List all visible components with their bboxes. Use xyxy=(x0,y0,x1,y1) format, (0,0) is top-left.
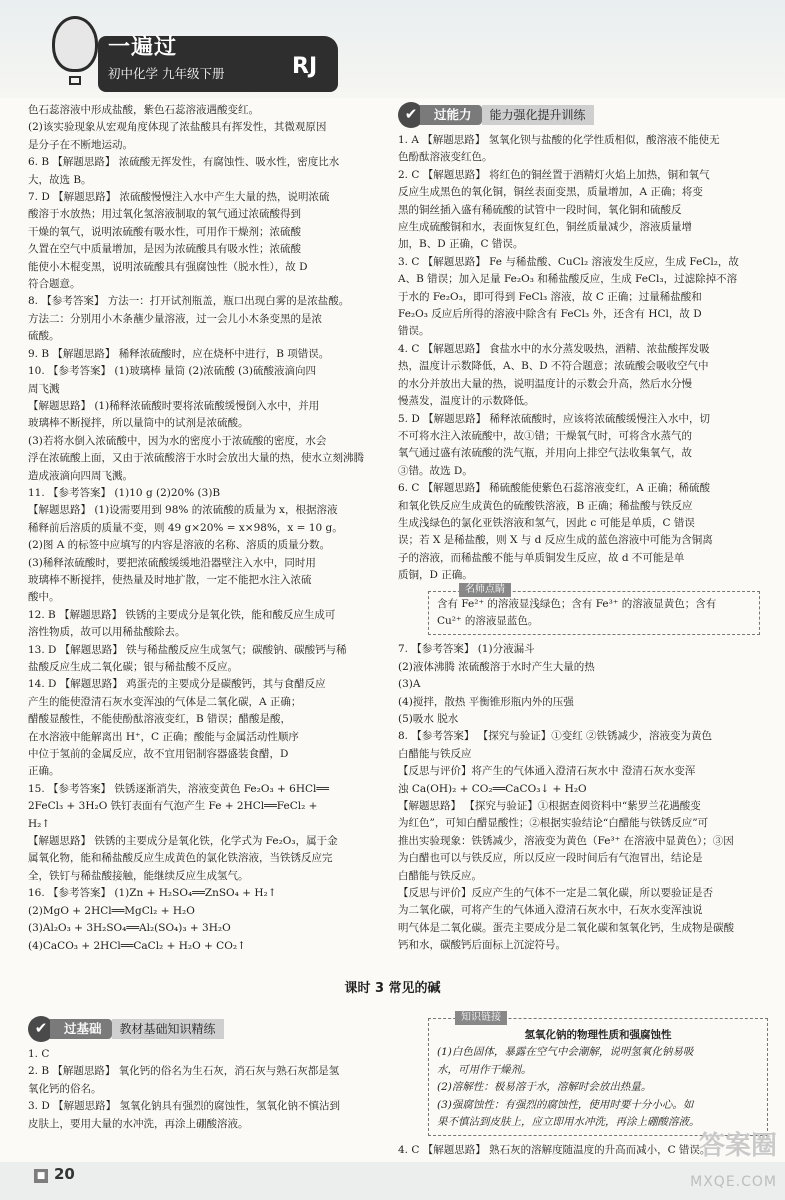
text-line: 盐酸反应生成二氧化碳；银与稀盐酸不反应。 xyxy=(28,661,238,673)
text-line: 醋酸显酸性，不能使酚酞溶液变红，B 错误；醋酸是酸， xyxy=(28,713,292,726)
text-line: (3)稀释浓硫酸时，要把浓硫酸缓缓地沿器壁注入水中，同时用 xyxy=(28,556,316,569)
text-line: 白醋能与铁反应。 xyxy=(398,869,482,882)
text-line: 和氧化铁反应生成黄色的硫酸铁溶液，B 正确；稀盐酸与铁反应 xyxy=(398,499,693,512)
knowledge-title: 氢氧化钠的物理性质和强腐蚀性 xyxy=(524,1029,672,1041)
text-line: 稀释前后溶质的质量不变，则 49 g×20% = x×98%，x = 10 g。 xyxy=(28,521,343,534)
text-line: 浮在浓硫酸上面，又由于浓硫酸溶于水时会放出大量的热，使水立刻沸腾 xyxy=(28,452,364,465)
text-line: 硫酸。 xyxy=(28,330,60,343)
text-line: 5. D 【解题思路】 稀释浓硫酸时，应该将浓硫酸缓慢注入水中，切 xyxy=(398,412,710,425)
text-line: 全，铁钉与稀盐酸接触，能继续反应生成氢气。 xyxy=(28,869,249,882)
knowledge-tag: 知识链接 xyxy=(455,1011,507,1025)
text-line: 于水的 Fe₂O₃，即可得到 FeCl₃ 溶液，故 C 正确；过量稀盐酸和 xyxy=(398,290,702,303)
text-line: 4. C 【解题思路】 熟石灰的溶解度随温度的升高而减小，C 错误。 xyxy=(398,1144,711,1157)
text-line: A、B 错误；加入足量 Fe₂O₃ 和稀盐酸反应，生成 FeCl₃，过滤除掉不溶 xyxy=(398,273,738,286)
text-line: (5)吸水 脱水 xyxy=(398,713,459,725)
text-line: 酸溶于水放热；用过氧化氢溶液制取的氧气通过浓硫酸得到 xyxy=(28,208,301,221)
text-line: 13. D 【解题思路】 铁与稀盐酸反应生成氢气；碳酸钠、碳酸钙与稀 xyxy=(28,643,347,656)
text-line: 酸中。 xyxy=(28,591,60,604)
checkmark-icon: ✔ xyxy=(28,1016,54,1042)
brand-edition: RJ xyxy=(292,54,318,79)
right-column xyxy=(398,102,768,955)
text-line: 【反思与评价】将产生的气体通入澄清石灰水中 澄清石灰水变浑 xyxy=(398,765,696,778)
text-line: 皮肤上，要用大量的水冲洗，再涂上硼酸溶液。 xyxy=(28,1117,249,1130)
brand-subtitle: 初中化学 九年级下册 xyxy=(108,66,225,81)
page-number: 20 xyxy=(54,1165,75,1183)
text-line: 产生的能使澄清石灰水变浑浊的气体是二氧化碳，A 正确； xyxy=(28,695,302,708)
page-marker-icon: ■ xyxy=(34,1169,48,1183)
text-line: 10. 【参考答案】 (1)玻璃棒 量筒 (2)浓硫酸 (3)硫酸液滴向四 xyxy=(28,365,317,378)
tip-line: Cu²⁺ 的溶液显蓝色。 xyxy=(437,614,539,627)
text-line: 中位于氢前的金属反应，故不宜用铝制容器盛装食醋，D xyxy=(28,748,289,761)
text-line: Fe₂O₃ 反应后所得的溶液中除含有 FeCl₃ 外，还含有 HCl，故 D xyxy=(398,308,702,321)
text-line: 6. B 【解题思路】 浓硫酸无挥发性，有腐蚀性、吸水性，密度比水 xyxy=(28,156,340,169)
text-line: 正确。 xyxy=(28,765,60,778)
text-line: (2)该实验现象从宏观角度体现了浓盐酸具有挥发性，其微观原因 xyxy=(28,121,327,134)
text-line: 【解题思路】 (1)设需要用到 98% 的浓硫酸的质量为 x，根据溶液 xyxy=(28,504,338,517)
text-line: 为红色”，可知白醋显酸性；②根据实验结论“白醋能与铁锈反应”可 xyxy=(398,817,709,830)
text-line: 错误。 xyxy=(398,325,430,338)
text-line: 热，温度计示数降低，A、B、D 不符合题意；浓硫酸会吸收空气中 xyxy=(398,360,709,373)
text-line: 玻璃棒不断搅拌，使热量及时地扩散，一定不能把水注入浓硫 xyxy=(28,573,312,586)
text-line: 加，B、D 正确，C 错误。 xyxy=(398,238,524,251)
text-line: 是分子在不断地运动。 xyxy=(28,138,133,151)
text-line: 15. 【参考答案】 铁锈逐渐消失，溶液变黄色 Fe₂O₃ + 6HCl══ xyxy=(28,782,330,795)
text-line: 玻璃棒不断搅拌，所以量筒中的试剂是浓硫酸。 xyxy=(28,417,249,430)
text-line: 【解题思路】 【探究与验证】①根据查阅资料中“紫罗兰花遇酸变 xyxy=(398,800,701,813)
text-line: 属氧化物，能和稀盐酸反应生成黄色的氯化铁溶液，当铁锈反应完 xyxy=(28,852,333,865)
text-line: 氧气通过盛有浓硫酸的洗气瓶，并用向上排空气法收集氧气，故 xyxy=(398,447,692,460)
text-line: 方法二：分别用小木条蘸少量溶液，过一会儿小木条变黑的是浓 xyxy=(28,312,322,325)
knowledge-line: (1)白色固体，暴露在空气中会潮解，说明氢氧化钠易吸 xyxy=(437,1046,694,1059)
text-line: 1. A 【解题思路】 氢氧化钡与盐酸的化学性质相似，酸溶液不能使无 xyxy=(398,134,720,146)
lesson-title: 课时 3 常见的碱 xyxy=(344,981,441,996)
text-line: (3)Al₂O₃ + 3H₂SO₄══Al₂(SO₄)₃ + 3H₂O xyxy=(28,922,231,935)
text-line: (4)搅拌，散热 平衡锥形瓶内外的压强 xyxy=(398,695,574,708)
knowledge-line: (3)强腐蚀性：有强烈的腐蚀性，使用时要十分小心。如 xyxy=(437,1098,694,1111)
text-line: 2. C 【解题思路】 将红色的铜丝置于酒精灯火焰上加热，铜和氧气 xyxy=(398,168,710,181)
text-line: 16. 【参考答案】 (1)Zn + H₂SO₄══ZnSO₄ + H₂↑ xyxy=(28,887,277,900)
knowledge-line: 果不慎沾到皮肤上，应立即用水冲洗，再涂上硼酸溶液。 xyxy=(437,1116,700,1129)
text-line: 12. B 【解题思路】 铁锈的主要成分是氧化铁，能和酸反应生成可 xyxy=(28,608,336,621)
text-line: 白醋能与铁反应 xyxy=(398,747,472,760)
text-line: 浊 Ca(OH)₂ + CO₂══CaCO₃↓ + H₂O xyxy=(398,782,587,795)
section-banner-ability xyxy=(398,102,768,128)
text-line: 4. C 【解题思路】 食盐水中的水分蒸发吸热，酒精、浓盐酸挥发吸 xyxy=(398,342,710,355)
text-line: 慢蒸发，温度计的示数降低。 xyxy=(398,395,535,408)
text-line: 造成液滴向四周飞溅。 xyxy=(28,469,133,482)
text-line: 久置在空气中质量增加，是因为浓硫酸具有吸水性；浓硫酸 xyxy=(28,243,301,256)
text-line: 8. 【参考答案】 方法一：打开试剂瓶盖，瓶口出现白雾的是浓盐酸。 xyxy=(28,295,350,308)
text-line: 【解题思路】 (1)稀释浓硫酸时要将浓硫酸缓慢倒入水中，并用 xyxy=(28,399,320,412)
text-line: 推出实验现象：铁锈减少，溶液变为黄色（Fe³⁺ 在溶液中显黄色）；③因 xyxy=(398,834,734,847)
text-line: 【解题思路】 铁锈的主要成分是氧化铁，化学式为 Fe₂O₃，属于金 xyxy=(28,835,338,848)
text-line: 7. 【参考答案】 (1)分液漏斗 xyxy=(398,643,535,656)
text-line: 能使小木棍变黑，说明浓硫酸具有强腐蚀性（脱水性），故 D xyxy=(28,260,308,273)
text-line: 反应生成黑色的氧化铜，铜丝表面变黑，质量增加，A 正确；将变 xyxy=(398,186,703,199)
text-line: (3)若将水倒入浓硫酸中，因为水的密度小于浓硫酸的密度，水会 xyxy=(28,434,327,447)
text-line: (3)A xyxy=(398,678,421,691)
text-line: 氧化钙的俗名。 xyxy=(28,1082,102,1095)
text-line: 不可将水注入浓硫酸中，故①错；干燥氧气时，可将含水蒸气的 xyxy=(398,429,692,442)
text-line: 溶性物质，故可以用稀盐酸除去。 xyxy=(28,626,186,639)
text-line: 质铜，D 正确。 xyxy=(398,569,473,582)
watermark-url: MXQE.COM xyxy=(690,1174,777,1190)
footer-bar xyxy=(0,1162,785,1200)
teacher-tip-box xyxy=(428,583,760,636)
text-line: 为二氧化碳，可将产生的气体通入澄清石灰水中，石灰水变浑浊说 xyxy=(398,904,703,917)
brand-title: 一遍过 xyxy=(108,35,178,60)
text-line: 黑的铜丝插入盛有稀硫酸的试管中一段时间，氧化铜和硫酸反 xyxy=(398,203,682,216)
text-line: 周飞溅 xyxy=(28,382,60,395)
section-banner-basics xyxy=(28,1016,388,1042)
text-line: 8. 【参考答案】 【探究与验证】①变红 ②铁锈减少，溶液变为黄色 xyxy=(398,730,713,743)
text-line: 14. D 【解题思路】 鸡蛋壳的主要成分是碳酸钙，其与食醋反应 xyxy=(28,678,326,691)
section-label: 过基础 xyxy=(50,1019,112,1039)
text-line: 【反思与评价】反应产生的气体不一定是二氧化碳，所以要验证是否 xyxy=(398,887,713,900)
text-line: (2)液体沸腾 浓硫酸溶于水时产生大量的热 xyxy=(398,660,595,673)
text-line: 应生成硫酸铜和水，表面恢复红色，铜丝质量减少，溶液质量增 xyxy=(398,221,692,234)
text-line: 符合题意。 xyxy=(28,278,81,291)
text-line: 干燥的氧气，说明浓硫酸有吸水性，可用作干燥剂；浓硫酸 xyxy=(28,225,301,238)
text-line: 生成浅绿色的氯化亚铁溶液和氢气，因此 c 可能是单质，C 错误 xyxy=(398,516,695,529)
bottom-left-column xyxy=(28,1016,388,1133)
text-line: 7. D 【解题思路】 浓硫酸慢慢注入水中产生大量的热，说明浓硫 xyxy=(28,191,330,204)
text-line: 为白醋也可以与铁反应，所以反应一段时间后有气泡冒出，结论是 xyxy=(398,852,703,865)
text-line: 的水分并放出大量的热，说明温度计的示数会升高，然后水分慢 xyxy=(398,377,692,390)
page-header xyxy=(0,0,785,98)
section-label: 过能力 xyxy=(420,105,482,125)
tip-line: 含有 Fe²⁺ 的溶液显浅绿色；含有 Fe³⁺ 的溶液显黄色；含有 xyxy=(437,597,717,610)
text-line: 色石蕊溶液中形成盐酸，紫色石蕊溶液遇酸变红。 xyxy=(28,104,259,116)
knowledge-link-box xyxy=(428,1012,768,1136)
text-line: 在水溶液中能解离出 H⁺，C 正确；酸能与金属活动性顺序 xyxy=(28,730,299,743)
hot-air-balloon-icon xyxy=(52,16,98,72)
knowledge-line: (2)溶解性：极易溶于水，溶解时会放出热量。 xyxy=(437,1081,652,1094)
text-line: 3. D 【解题思路】 氢氧化钠具有强烈的腐蚀性，氢氧化钠不慎沾到 xyxy=(28,1100,340,1113)
watermark: 答案圈 xyxy=(698,1131,777,1161)
text-line: (2)MgO + 2HCl══MgCl₂ + H₂O xyxy=(28,904,195,917)
text-line: 2FeCl₃ + 3H₂O 铁钉表面有气泡产生 Fe + 2HCl══FeCl₂ + xyxy=(28,800,318,813)
section-subtitle: 教材基础知识精练 xyxy=(112,1019,224,1039)
text-line: H₂↑ xyxy=(28,817,51,830)
left-column xyxy=(28,102,388,955)
text-line: 3. C 【解题思路】 Fe 与稀盐酸、CuCl₂ 溶液发生反应，生成 FeCl₂，故 xyxy=(398,255,739,268)
text-line: 2. B 【解题思路】 氧化钙的俗名为生石灰，消石灰与熟石灰都是氢 xyxy=(28,1065,340,1078)
text-line: 1. C xyxy=(28,1048,50,1060)
text-line: (4)CaCO₃ + 2HCl══CaCl₂ + H₂O + CO₂↑ xyxy=(28,939,246,952)
text-line: ③错。故选 D。 xyxy=(398,464,473,477)
text-line: 9. B 【解题思路】 稀释浓硫酸时，应在烧杯中进行，B 项错误。 xyxy=(28,347,330,360)
text-line: 误；若 X 是稀盐酸，则 X 与 d 反应生成的蓝色溶液中可能为含铜离 xyxy=(398,534,713,547)
text-line: 色酚酞溶液变红色。 xyxy=(398,151,493,164)
section-subtitle: 能力强化提升训练 xyxy=(482,105,594,125)
balloon-basket-icon xyxy=(69,76,81,85)
tip-tag: 名师点睛 xyxy=(459,583,511,597)
text-line: 钙和水，碳酸钙后面标上沉淀符号。 xyxy=(398,939,566,952)
text-line: (2)图 A 的标签中应填写的内容是溶液的名称、溶质的质量分数。 xyxy=(28,539,331,552)
text-line: 11. 【参考答案】 (1)10 g (2)20% (3)B xyxy=(28,486,221,499)
text-line: 大，故选 B。 xyxy=(28,173,92,186)
text-line: 明气体是二氧化碳。蛋壳主要成分是二氧化碳和氢氧化钙，生成物是碳酸 xyxy=(398,921,734,934)
text-line: 子的溶液，而稀盐酸不能与单质铜发生反应，故 d 不可能是单 xyxy=(398,551,685,564)
checkmark-icon: ✔ xyxy=(398,102,424,128)
knowledge-line: 水，可用作干燥剂。 xyxy=(437,1063,532,1076)
text-line: 6. C 【解题思路】 稀硫酸能使紫色石蕊溶液变红，A 正确；稀硫酸 xyxy=(398,482,710,495)
